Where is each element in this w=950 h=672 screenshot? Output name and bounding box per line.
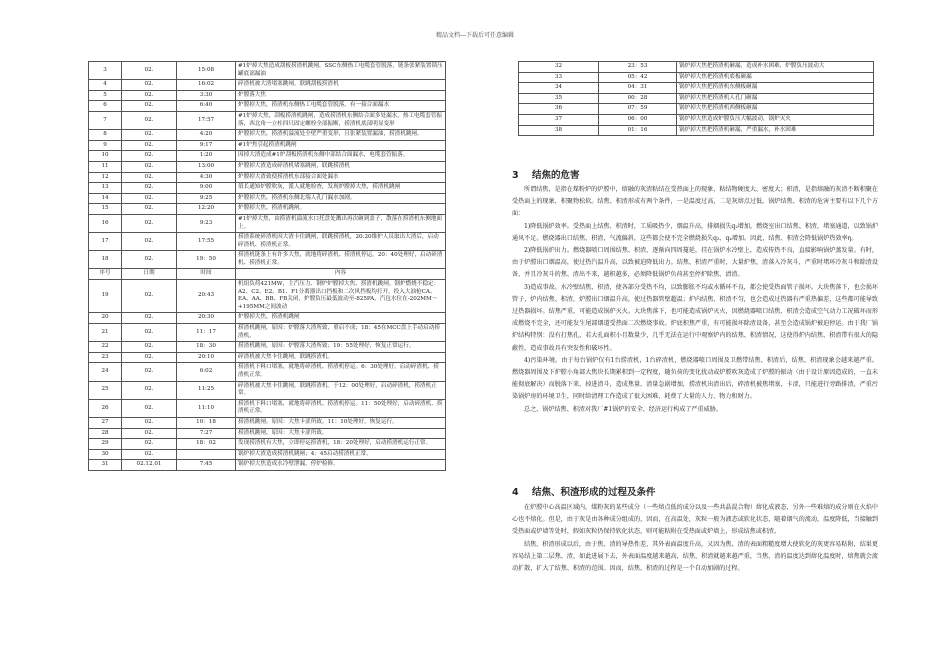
row-content: 炉膛掉大焦，捞渣机东侧热工电缆套管脱落，有一接合面漏水 xyxy=(236,101,446,112)
table-row xyxy=(89,324,446,342)
table-row xyxy=(89,130,446,141)
row-time: 20:10 xyxy=(177,352,236,363)
row-content: 机组负荷421MW，主汽压力、钢炉炉膛掉大焦、捞渣机跳闸。钢炉燃烧不稳定：A2、C2、E2、B1、F1分离器出口挡板和二次风挡板均打开，投入大油枪CA、EA、AA、BB、FB关闭，炉膛负压最低波动至-825PA，汽包水位在-202MM～+195MM之间波动 xyxy=(236,280,446,313)
row-date: 02. xyxy=(122,280,177,313)
row-time: 04：31 xyxy=(599,83,677,94)
section3-body xyxy=(512,184,878,416)
table-row xyxy=(89,111,446,129)
row-time: 07：59 xyxy=(599,104,677,115)
table-row xyxy=(519,62,874,73)
row-seq: 7 xyxy=(89,111,122,129)
paragraph: 在炉膛中心高温区域内，煤粉灰的某些成分（一些熔点低的成分以及一些共晶混合物）熔化成液态，另外一些难熔的成分则在火焰中心也不熔化。但是，由于灰是由各种成分组成的，因而，在高温处，灰粒一般为液态或软化状态，随着烟气的流动，温度降低，当接触到受热面或炉墙等处时，假如灰粒仍保持软化状态，则可能粘附在受热面或炉墙上，形成结焦或积渣。 xyxy=(512,504,878,536)
table-row xyxy=(89,233,446,251)
table-row xyxy=(89,193,446,204)
table-row xyxy=(89,251,446,269)
row-content: 炉膛掉大焦，捞渣机东侧北端人孔门漏水加剧。 xyxy=(236,193,446,204)
row-content: 值长通知炉膛吹灰，派人就地检查，发现炉膛掉大焦，捞渣机跳闸 xyxy=(236,183,446,194)
paragraph: 所谓结焦，是指在煤粉炉的炉膛中，熔融的灰渣粘结在受热面上的现象，粘结物硬度大、密度大；积渣，是指熔融的灰渣不断积聚在受热面上的现象，积聚物松软。结焦、积渣形成有两个条件，一是温度过高，二是灰熔点过低。锅炉结焦、积渣的危害主要有以下几个方面： xyxy=(512,186,878,218)
row-seq: 23 xyxy=(89,352,122,363)
row-date: 02. xyxy=(122,80,177,91)
row-time: 01：16 xyxy=(599,125,677,136)
row-content: 锅炉掉大焦把捞渣机底板砸漏 xyxy=(677,72,874,83)
row-seq: 30 xyxy=(89,449,122,460)
table-row xyxy=(89,381,446,399)
row-content: 捞渣机跳闸，原因：炉膛落大渣所致；19：55处理好，恢复正常运行。 xyxy=(236,342,446,353)
row-content: 捞渣机链条上有许多大焦，就地将碎渣机、捞渣机停运。20：40处理好，启动碎渣机、捞渣机正常。 xyxy=(236,251,446,269)
row-date: 02. xyxy=(122,161,177,172)
row-content: 因掉大渣造成#1炉刮板捞渣机东侧中部结合面漏水，电缆套管振落。 xyxy=(236,151,446,162)
row-content: 炉膛落大焦 xyxy=(236,90,446,101)
row-time: 4:30 xyxy=(177,172,236,183)
row-date: 02. xyxy=(122,233,177,251)
row-date: 02. xyxy=(122,62,177,80)
paragraph: 总之，锅炉结焦、积渣对我厂#1锅炉的安全、经济运行构成了严重威胁。 xyxy=(524,405,722,413)
row-time: 17:55 xyxy=(177,233,236,251)
row-time: 00：28 xyxy=(599,93,677,104)
table-row xyxy=(89,363,446,381)
row-date: 02. xyxy=(122,140,177,151)
row-time: 12:20 xyxy=(177,204,236,215)
row-seq: 29 xyxy=(89,439,122,450)
table-row xyxy=(89,214,446,232)
row-date: 02. xyxy=(122,381,177,399)
table-header-row xyxy=(89,269,446,280)
row-seq: 28 xyxy=(89,428,122,439)
row-time: 9:17 xyxy=(177,140,236,151)
section4-title: 结焦、积渣形成的过程及条件 xyxy=(532,487,656,498)
row-content: 炉膛掉大焦，捞渣机溢流处全壁严重变形，且张紧装置漏油，捞渣机跳闸。 xyxy=(236,130,446,141)
section3-heading xyxy=(512,167,580,181)
table-row xyxy=(89,280,446,313)
row-seq: 35 xyxy=(519,93,599,104)
row-seq: 9 xyxy=(89,140,122,151)
table-row xyxy=(519,72,874,83)
row-content: 锅炉掉大焦把捞渣机人孔门砸漏 xyxy=(677,93,874,104)
row-time: 11:25 xyxy=(177,381,236,399)
paragraph: 1)降低锅炉效率。受热面上结焦、积渣时，工质吸热少，烟温升高，排烟损失q₂增加，燃烧室出口结焦、积渣，堵塞通道，以致锅炉通风不足。燃烧器出口结焦、积渣，气流偏斜，这些都会使不完全燃烧损失q₃、q₄增加。因此，结焦、积渣会降低锅炉热效率η。 xyxy=(512,222,878,242)
row-content: #1炉掉大焦造成刮板捞渣机跳闸，SSC东侧热工电缆套管脱落，链条张紧装置锁压罐底部漏油 xyxy=(236,62,446,80)
incident-table-right xyxy=(518,61,874,136)
row-seq: 37 xyxy=(519,114,599,125)
row-content: 捞渣机跳闸，原因：大焦卡涩所致。 xyxy=(236,428,446,439)
row-date: 02. xyxy=(122,251,177,269)
row-content: 捞渣机下料口堵塞，就地将碎渣机、捞渣机停运。6：30处理好，启动碎渣机、捞渣机正常。 xyxy=(236,363,446,381)
row-date: 02. xyxy=(122,363,177,381)
row-content: 捞渣机跳闸，原因：炉膛落大渣所致，重启不成；18：45在MCC盘上手动启动捞渣机。 xyxy=(236,324,446,342)
row-seq: 16 xyxy=(89,214,122,232)
row-seq: 19 xyxy=(89,280,122,313)
row-content: 锅炉掉大焦把捞渣机西侧板砸漏 xyxy=(677,104,874,115)
row-date: 02. xyxy=(122,352,177,363)
row-content: 锅炉掉大焦把捞渣机砸漏，造成补水困难，炉膛负压波动大 xyxy=(677,62,874,73)
table-row xyxy=(89,313,446,324)
row-time: 4:20 xyxy=(177,130,236,141)
row-time: 15:08 xyxy=(177,62,236,80)
row-seq: 22 xyxy=(89,342,122,353)
table-row xyxy=(89,161,446,172)
row-content: 碎渣机被大渣堵塞跳闸，联跳刮板捞渣机 xyxy=(236,80,446,91)
section3-number: 3 xyxy=(512,170,519,181)
row-date: 02. xyxy=(122,313,177,324)
row-seq: 14 xyxy=(89,193,122,204)
row-time: 7:45 xyxy=(177,460,236,471)
table-row xyxy=(89,342,446,353)
row-content: 锅炉掉大焦造成水冷壁泄漏，停炉检修。 xyxy=(236,460,446,471)
row-content: 锅炉掉大焦把捞渣机东侧板砸漏 xyxy=(677,83,874,94)
row-time: 9:25 xyxy=(177,193,236,204)
row-date: 02. xyxy=(122,151,177,162)
row-content: 发现捞渣机有大焦，立即停运捞渣机，18：20处理好，启动捞渣机运行正常。 xyxy=(236,439,446,450)
row-content: 锅炉掉大渣造成捞渣机跳闸；4：45启动捞渣机正常。 xyxy=(236,449,446,460)
table-row xyxy=(89,460,446,471)
row-seq: 27 xyxy=(89,417,122,428)
row-content: #1炉掉大焦，由捞渣机溢流水口托盘处溅出再次砸到盖子，散落在捞渣机东侧地面上。 xyxy=(236,214,446,232)
row-content: 炉膛掉大渣造成碎渣机堵塞跳闸，联跳捞渣机 xyxy=(236,161,446,172)
row-seq: 4 xyxy=(89,80,122,91)
row-date: 02. xyxy=(122,193,177,204)
row-date: 02. xyxy=(122,449,177,460)
row-time: 9:00 xyxy=(177,183,236,194)
row-date: 02. xyxy=(122,183,177,194)
row-content: #1炉焦引起捞渣机跳闸 xyxy=(236,140,446,151)
row-time: 9:23 xyxy=(177,214,236,232)
row-time: 20:30 xyxy=(177,313,236,324)
row-time: 11:10 xyxy=(177,399,236,417)
table-row xyxy=(89,151,446,162)
table-row xyxy=(89,428,446,439)
table-row xyxy=(519,104,874,115)
row-seq: 21 xyxy=(89,324,122,342)
section4-body xyxy=(512,502,878,575)
row-content: 炉膛掉大渣致使捞渣机东部接合面处漏水 xyxy=(236,172,446,183)
row-seq: 12 xyxy=(89,172,122,183)
row-seq: 32 xyxy=(519,62,599,73)
row-seq: 33 xyxy=(519,72,599,83)
row-time: 18：30 xyxy=(177,342,236,353)
row-seq: 11 xyxy=(89,161,122,172)
row-content: 锅炉掉大焦把捞渣机砸漏，严重漏水，补水困难 xyxy=(677,125,874,136)
row-date: 02.12.01 xyxy=(122,460,177,471)
row-time: 11：17 xyxy=(177,324,236,342)
paragraph: 3)造成事故。水冷壁结焦、积渣，使各部分受热不均，以致膨胀不均或水循环不良，都会使受热面管子损坏。大块焦落下，也会损坏管子，炉内结焦、积渣，炉膛出口烟温升高，使过热器管壁超温；炉内结焦、积渣不匀，也会造成过热器有严重热偏差，这些都可能导致过热器损坏。结焦严重，可能造成锅炉灭火。大块焦落下，也可能造成锅炉灭火，因燃烧器喷口结焦、积渣会造成空气动力工况破坏而形成燃烧不完全，还可能发生尾部烟道受热面二次燃烧事故。炉底积焦严重，有可能损坏除渣设备，甚至会造成锅炉被迫停运。由于我厂锅炉结构特别：没有打焦孔，若大孔面积小且数量少，几乎无法在运行中观察炉内的结焦、积渣情况，这使得炉内结焦、积渣带有很大的隐蔽性，造成事故具有突发性和破坏性。 xyxy=(512,283,878,352)
header-time: 时间 xyxy=(177,269,236,280)
row-date: 02. xyxy=(122,214,177,232)
incident-table-left xyxy=(88,61,446,471)
row-time: 1:20 xyxy=(177,151,236,162)
row-seq: 6 xyxy=(89,101,122,112)
page-header: 精品文档---下载后可任意编辑 xyxy=(435,32,515,39)
row-time: 6:02 xyxy=(177,363,236,381)
row-time: 13:00 xyxy=(177,161,236,172)
row-time: 10：18 xyxy=(177,417,236,428)
row-date: 02. xyxy=(122,399,177,417)
table-row xyxy=(89,417,446,428)
row-content: 捞渣机下料口堵塞，就地将碎渣机、捞渣机停运。11：50处理好，启动碎渣机、捞渣机正常。 xyxy=(236,399,446,417)
table-row xyxy=(519,114,874,125)
row-date: 02. xyxy=(122,417,177,428)
row-seq: 15 xyxy=(89,204,122,215)
header-seq: 序号 xyxy=(89,269,122,280)
table-row xyxy=(89,140,446,151)
row-time: 16:02 xyxy=(177,80,236,91)
row-seq: 5 xyxy=(89,90,122,101)
row-content: 炉膛掉大焦，捞渣机跳闸 xyxy=(236,313,446,324)
row-seq: 24 xyxy=(89,363,122,381)
row-date: 02. xyxy=(122,172,177,183)
section4-heading xyxy=(512,484,656,498)
row-content: 碎渣机被大焦卡住跳闸，联跳捞渣机。于12：00处理好，启动碎渣机，捞渣机正常。 xyxy=(236,381,446,399)
table-row xyxy=(519,125,874,136)
row-seq: 20 xyxy=(89,313,122,324)
table-row xyxy=(89,172,446,183)
paragraph: 2)降低锅炉出力。燃烧器喷口周围结焦、积渣，逐渐向四周蔓延，挂在锅炉水冷壁上，造成传热不良，直接影响锅炉蒸发量。有时，由于炉膛出口烟温高，使过热汽温升高，以致被迫降低出力。结焦、积渣严重时，大量炉焦，渣落入冷灰斗，严重时堵环冷灰斗和除渣设备，并且冷灰斗的焦、渣出不来，越积越多，必须降低锅炉负荷甚至停炉除焦、清渣。 xyxy=(512,247,878,279)
section4-number: 4 xyxy=(512,487,519,498)
row-seq: 13 xyxy=(89,183,122,194)
row-date: 02. xyxy=(122,111,177,129)
row-date: 02. xyxy=(122,130,177,141)
row-seq: 3 xyxy=(89,62,122,80)
row-content: #1炉掉大焦，刮板捞渣机跳闸，造成捞渣机东侧结合面多处漏水，热工电缆套管振落，西北角一立柱四只固定螺栓全部振断，捞渣机底部明显变形 xyxy=(236,111,446,129)
row-seq: 10 xyxy=(89,151,122,162)
row-seq: 26 xyxy=(89,399,122,417)
table-row xyxy=(89,449,446,460)
row-date: 02. xyxy=(122,204,177,215)
section3-title: 结焦的危害 xyxy=(532,170,580,181)
table-row xyxy=(519,83,874,94)
row-time: 06：00 xyxy=(599,114,677,125)
row-content: 碎渣机被大焦卡住跳闸，联跳捞渣机。 xyxy=(236,352,446,363)
row-seq: 34 xyxy=(519,83,599,94)
table-row xyxy=(89,101,446,112)
row-time: 6:40 xyxy=(177,101,236,112)
row-time: 05：42 xyxy=(599,72,677,83)
row-seq: 38 xyxy=(519,125,599,136)
header-date: 日期 xyxy=(122,269,177,280)
table-row xyxy=(89,399,446,417)
row-seq: 18 xyxy=(89,251,122,269)
row-seq: 25 xyxy=(89,381,122,399)
row-content: 锅炉掉大焦造成炉膛负压大幅波动，锅炉灭火 xyxy=(677,114,874,125)
row-time xyxy=(177,449,236,460)
row-seq: 17 xyxy=(89,233,122,251)
row-time: 3:30 xyxy=(177,90,236,101)
row-date: 02. xyxy=(122,342,177,353)
row-date: 02. xyxy=(122,439,177,450)
table-row xyxy=(519,93,874,104)
table-row xyxy=(89,439,446,450)
table-row xyxy=(89,80,446,91)
row-date: 02. xyxy=(122,428,177,439)
table-row xyxy=(89,183,446,194)
table-row xyxy=(89,352,446,363)
row-date: 02. xyxy=(122,324,177,342)
row-time: 18：02 xyxy=(177,439,236,450)
row-content: 捞渣机跳闸，原因：大焦卡涩所致。11：10处理好，恢复运行。 xyxy=(236,417,446,428)
row-time: 19：50 xyxy=(177,251,236,269)
row-content: 捞渣系统碎渣机因大渣卡住跳闸，联跳捞渣机，20:20维护人员取出大渣后，启动碎渣机、捞渣机正常。 xyxy=(236,233,446,251)
row-time: 7:27 xyxy=(177,428,236,439)
row-time: 20:43 xyxy=(177,280,236,313)
table-row xyxy=(89,62,446,80)
table-row xyxy=(89,90,446,101)
header-content: 内容 xyxy=(236,269,446,280)
paragraph: 结焦、积渣形成以后，由于焦、渣的导热性差，其外表面温度升高，又因为焦、渣的表面粗糙度增大使软化的灰更容易粘附，结果更容易结上第二层焦、渣，如此进展下去，外表面温度越来越高，结焦、积渣就越来越严重，当焦、渣的温度达到熔化温度时，熔焦就会流动扩散，扩大了结焦、积渣的范围。因而，结焦、积渣的过程是一个自动加剧的过程。 xyxy=(512,540,878,573)
row-date: 02. xyxy=(122,101,177,112)
row-date: 02. xyxy=(122,90,177,101)
paragraph: 4)污染环境。由于每台锅炉仅有1台捞渣机，1台碎渣机，燃烧器喷口周围及卫燃带结焦、积渣后，结焦、积渣现象会越来越严重。燃烧器周围及下炉膛小角部大焦块长期累积到一定程度，随负荷的变化扰动或炉膛吹灰造成了炉膛的振动（由于设计原因造成的，一直未能彻底解决）而脱落下来，掉进渣斗，造成焦量、渣量急剧增加，捞渣机出渣出后，碎渣机被焦堵塞，卡涩，只能进行旁路排渣，严重污染锅炉房的环境卫生，同时给清理工作造成了很大困难，耗费了大量的人力、物力和财力。 xyxy=(512,356,878,401)
row-time: 23：53 xyxy=(599,62,677,73)
table-row xyxy=(89,204,446,215)
row-seq: 8 xyxy=(89,130,122,141)
row-seq: 36 xyxy=(519,104,599,115)
row-seq: 31 xyxy=(89,460,122,471)
row-content: 炉膛掉大焦，捞渣机跳闸。 xyxy=(236,204,446,215)
row-time: 17:57 xyxy=(177,111,236,129)
